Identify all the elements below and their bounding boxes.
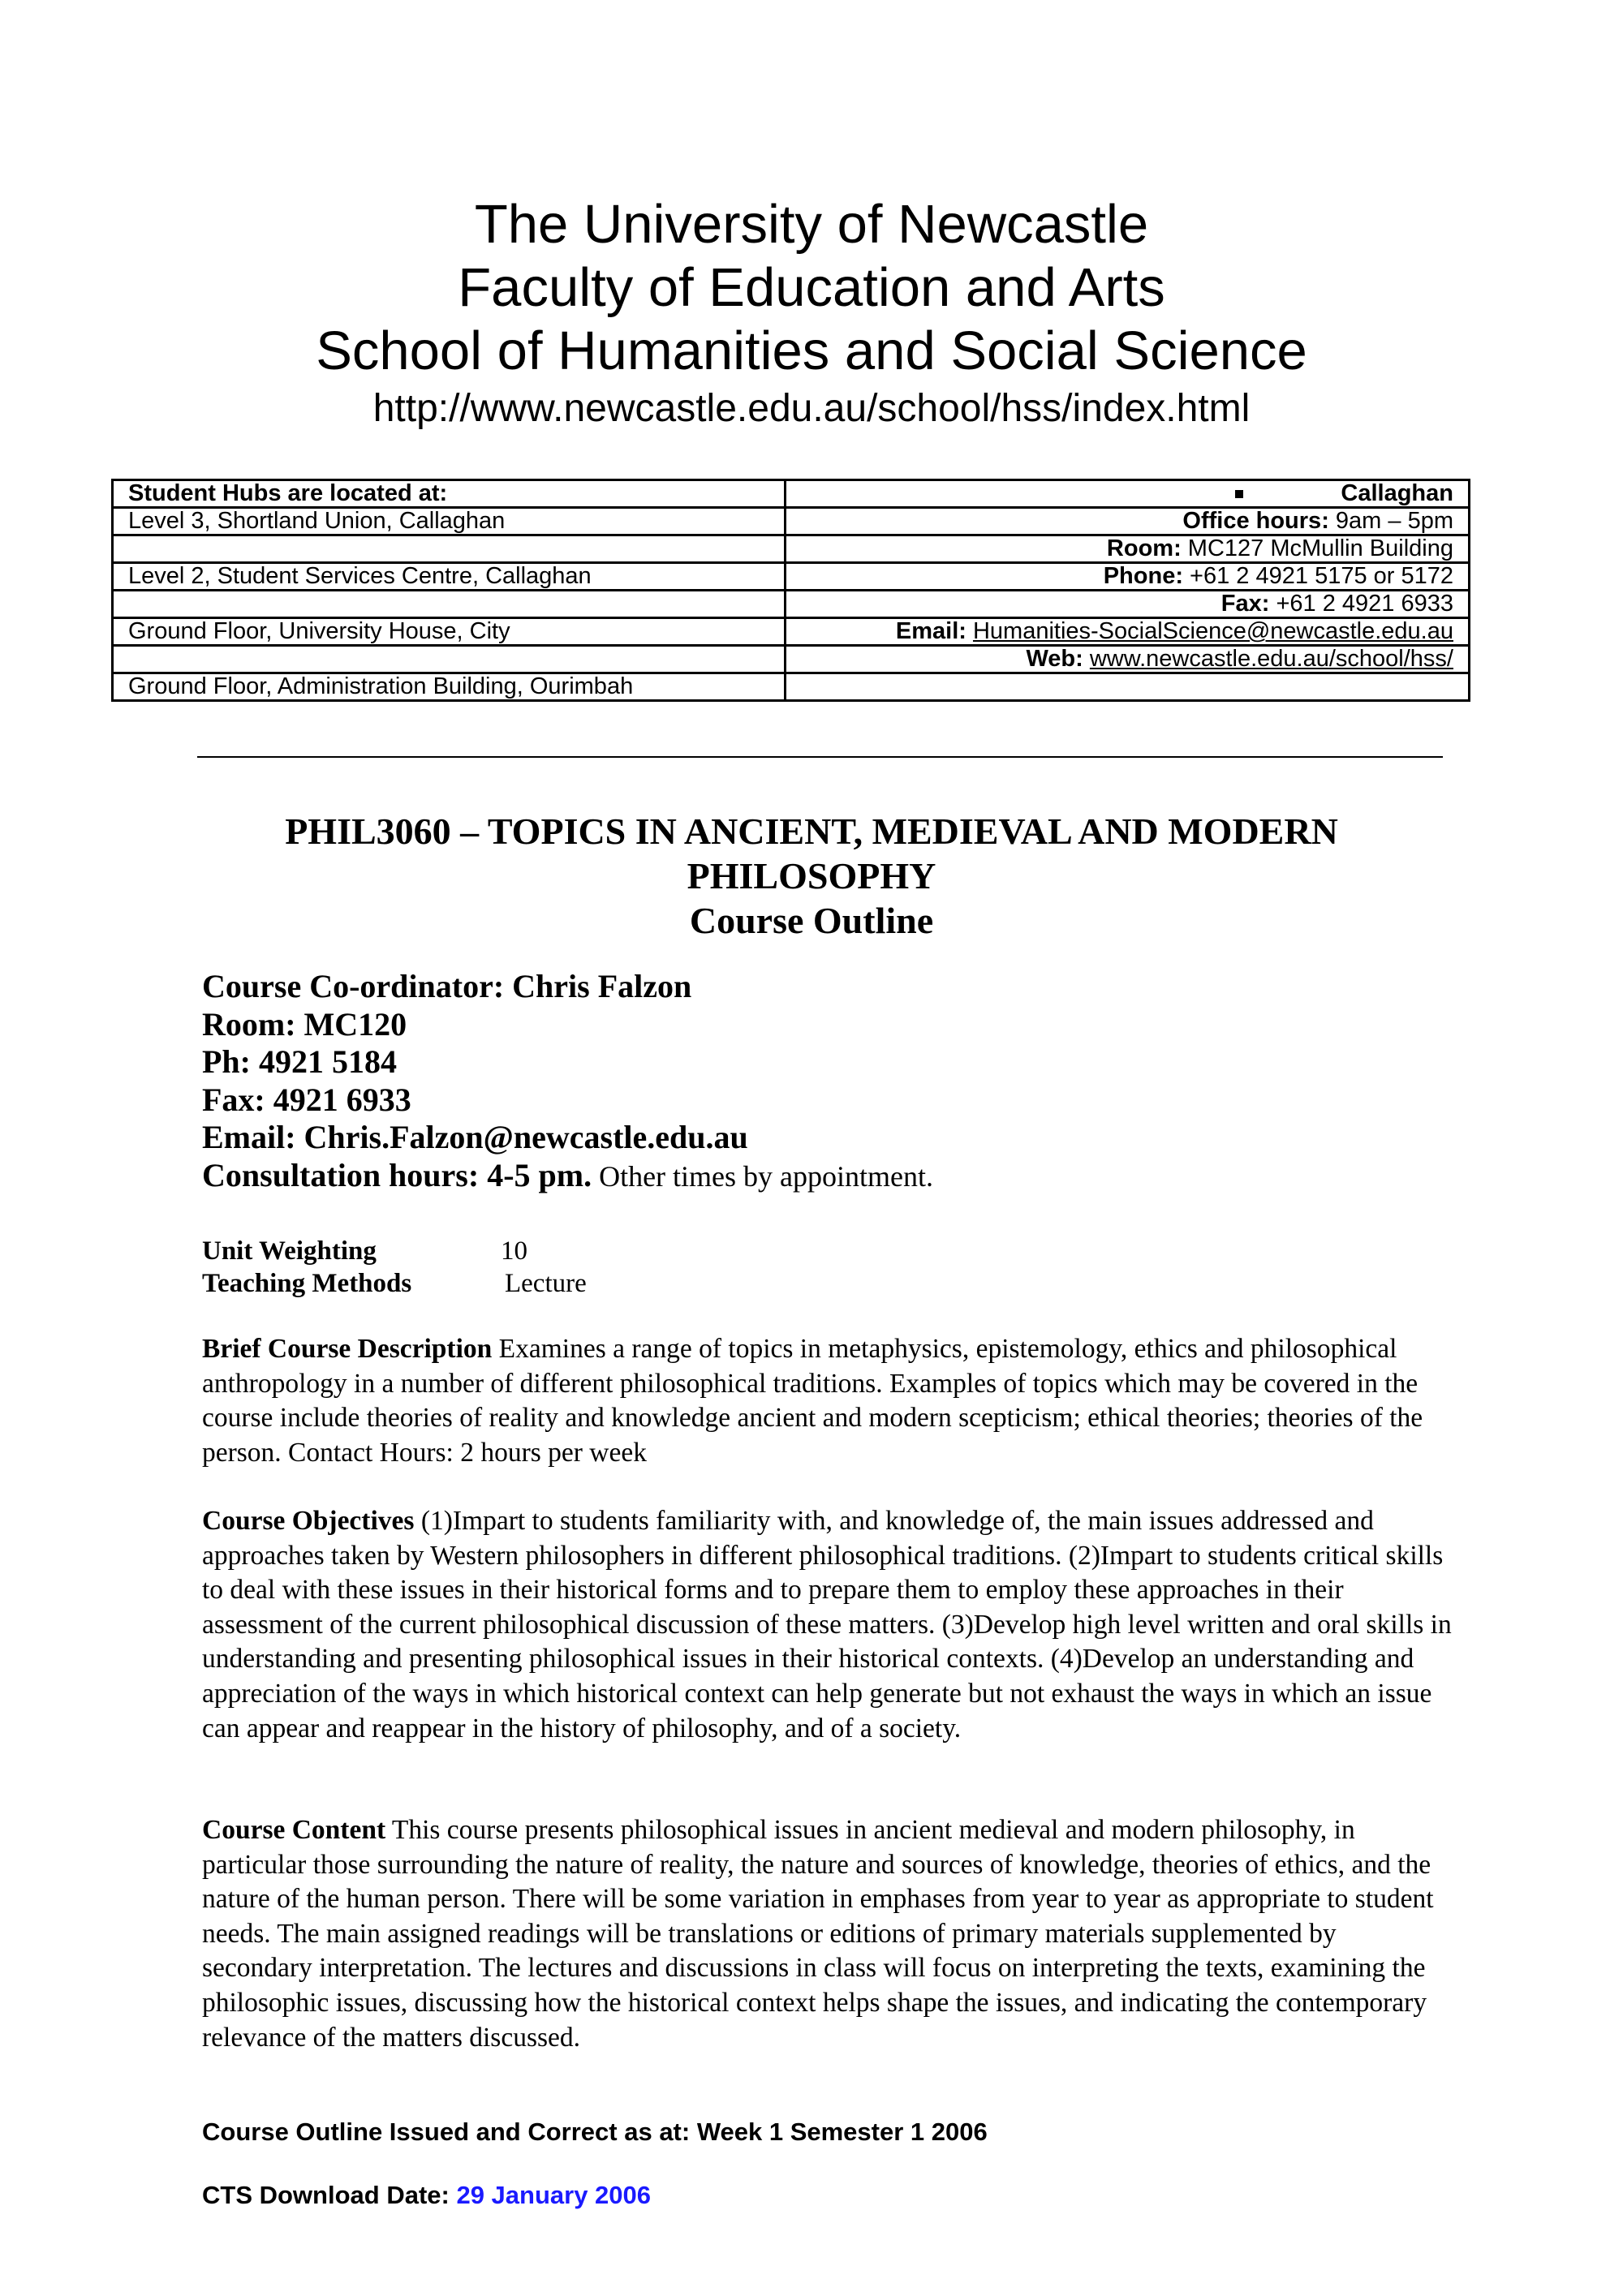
room-cell [786, 535, 1470, 563]
phone-label: Phone: [1103, 563, 1183, 589]
school-name: School of Humanities and Social Science [316, 320, 1307, 381]
section-divider [197, 756, 1443, 758]
table-row [113, 508, 1470, 535]
cts-label: CTS Download Date: [202, 2181, 457, 2209]
school-url: http://www.newcastle.edu.au/school/hss/index.html [372, 387, 1251, 430]
course-outline-subtitle: Course Outline [689, 900, 934, 941]
document-header [0, 193, 1623, 433]
course-title-line1: PHIL3060 – TOPICS IN ANCIENT, MEDIEVAL AND MODERN [285, 810, 1338, 852]
table-row [113, 591, 1470, 618]
email-link[interactable]: Humanities-SocialScience@newcastle.edu.au [972, 618, 1453, 644]
fax-label: Fax: [1220, 591, 1270, 617]
unit-weighting-label: Unit Weighting [202, 1236, 377, 1266]
hubs-header-cell: Student Hubs are located at: [113, 480, 786, 508]
course-description-text: Examines a range of topics in metaphysics, epistemology, ethics and philosophical anthropology in a number of different philosophical traditions. Examples of topics which may be covered in the course include theories of reality and knowledge ancient and modern scepticism; ethical theories; theories of the person. Contact Hours: 2 hours per week [202, 1334, 1423, 1468]
table-row [113, 535, 1470, 563]
unit-weighting-row [202, 1235, 587, 1267]
consultation-hours [202, 1157, 933, 1196]
table-row [113, 480, 1470, 508]
course-description-label: Brief Course Description [202, 1334, 493, 1364]
table-row [113, 618, 1470, 646]
coordinator-phone: Ph: 4921 5184 [202, 1043, 397, 1080]
teaching-methods-row [202, 1267, 587, 1300]
student-hubs-table [111, 479, 1470, 702]
consultation-note: Other times by appointment. [592, 1159, 934, 1193]
web-cell [786, 646, 1470, 673]
office-hours-value: 9am – 5pm [1328, 508, 1453, 534]
coordinator-room: Room: MC120 [202, 1005, 407, 1043]
campus-name: Callaghan [1341, 480, 1453, 506]
course-objectives-text: (1)Impart to students familiarity with, and knowledge of, the main issues addressed and approaches taken by Western philosophers in different philosophical traditions. (2)Impart to students critical skills to deal with these issues in their historical forms and to prepare them to employ these approaches in their assessment of the current philosophical discussion of these matters. (3)Develop high level written and oral skills in understanding and presenting philosophical issues in their historical contexts. (4)Develop an understanding and appreciation of the ways in which historical context can help generate but not exhaust the ways in which an issue can appear and reappear in the history of philosophy, and of a society. [202, 1506, 1452, 1743]
course-objectives-label: Course Objectives [202, 1506, 415, 1536]
fax-value: +61 2 4921 6933 [1269, 591, 1453, 617]
table-row [113, 646, 1470, 673]
course-objectives [202, 1504, 1452, 1746]
course-content-text: This course presents philosophical issues in ancient medieval and modern philosophy, in particular those surrounding the nature of reality, the nature and sources of knowledge, theories of ethics, and the nature of the human person. There will be some variation in emphases from year to year as appropriate to student needs. The main assigned readings will be translations or editions of primary materials supplemented by secondary interpretation. The lectures and discussions in class will focus on interpreting the texts, examining the philosophic issues, discussing how the historical context helps shape the issues, and indicating the contemporary relevance of the matters discussed. [202, 1815, 1434, 2053]
email-cell [786, 618, 1470, 646]
room-value: MC127 McMullin Building [1181, 535, 1453, 561]
phone-value: +61 2 4921 5175 or 5172 [1183, 563, 1453, 589]
unit-meta [202, 1235, 587, 1300]
table-row [113, 673, 1470, 701]
office-hours-cell [786, 508, 1470, 535]
cts-date: 29 January 2006 [456, 2181, 652, 2209]
bullet-icon [1235, 490, 1243, 498]
unit-weighting-value: 10 [501, 1236, 527, 1266]
faculty-name: Faculty of Education and Arts [458, 257, 1165, 318]
coordinator-name: Course Co-ordinator: Chris Falzon [202, 968, 692, 1004]
web-link[interactable]: www.newcastle.edu.au/school/hss/ [1089, 646, 1453, 672]
campus-header-cell [786, 480, 1470, 508]
office-hours-label: Office hours: [1182, 508, 1329, 534]
table-row [113, 563, 1470, 591]
hub-location [113, 535, 786, 563]
coordinator-block [202, 968, 933, 1195]
course-title-line2: PHILOSOPHY [687, 855, 936, 896]
course-content [202, 1813, 1452, 2055]
web-label: Web: [1026, 646, 1083, 672]
outline-issued-line: Course Outline Issued and Correct as at: Week 1 Semester 1 2006 [202, 2118, 988, 2146]
course-description [202, 1332, 1452, 1470]
teaching-methods-value: Lecture [505, 1269, 587, 1298]
consultation-label: Consultation hours: 4-5 pm. [202, 1156, 592, 1193]
hub-location: Ground Floor, Administration Building, Ourimbah [113, 673, 786, 701]
course-content-label: Course Content [202, 1815, 386, 1845]
hub-location [113, 646, 786, 673]
empty-cell [786, 673, 1470, 701]
cts-download-line [202, 2181, 651, 2210]
hub-location: Level 3, Shortland Union, Callaghan [113, 508, 786, 535]
teaching-methods-label: Teaching Methods [202, 1269, 412, 1298]
coordinator-fax: Fax: 4921 6933 [202, 1081, 411, 1118]
hub-location: Ground Floor, University House, City [113, 618, 786, 646]
hub-location [113, 591, 786, 618]
phone-cell [786, 563, 1470, 591]
coordinator-email: Email: Chris.Falzon@newcastle.edu.au [202, 1119, 748, 1155]
hub-location: Level 2, Student Services Centre, Callaghan [113, 563, 786, 591]
university-name: The University of Newcastle [474, 194, 1149, 255]
room-label: Room: [1106, 535, 1182, 561]
email-label: Email: [895, 618, 966, 644]
fax-cell [786, 591, 1470, 618]
